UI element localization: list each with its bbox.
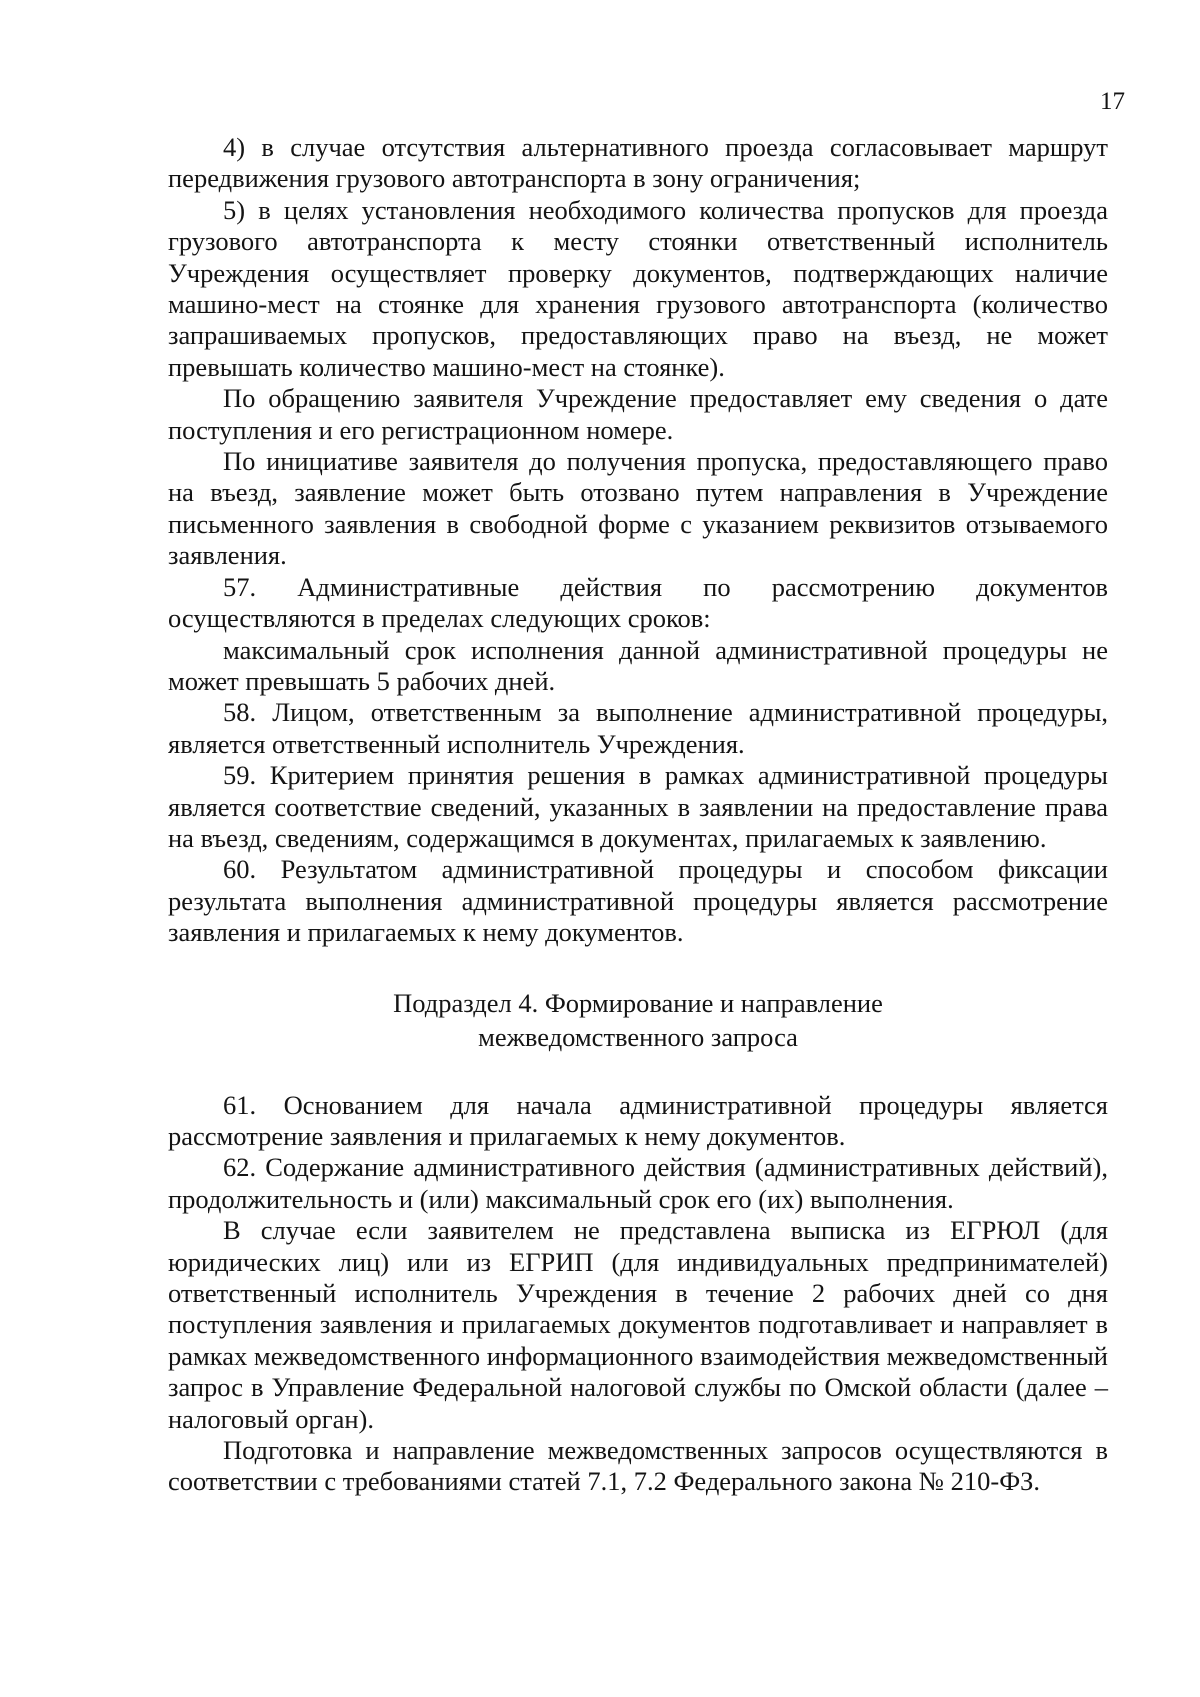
paragraph-withdrawal: По инициативе заявителя до получения пропуска, предоставляющего право на въезд, заявление может быть отозвано путем направления в Учреждение письменного заявления в свободной форме с указанием реквизитов отзываемого заявления. xyxy=(168,446,1108,571)
subsection-heading-line-1: Подраздел 4. Формирование и направление xyxy=(393,987,883,1018)
paragraph-item-4: 4) в случае отсутствия альтернативного проезда согласовывает маршрут передвижения грузового автотранспорта в зону ограничения; xyxy=(168,132,1108,194)
paragraph-applicant-request: По обращению заявителя Учреждение предоставляет ему сведения о дате поступления и его регистрационном номере. xyxy=(168,383,1108,445)
paragraph-requests-law: Подготовка и направление межведомственных запросов осуществляются в соответствии с требованиями статей 7.1, 7.2 Федерального закона № 210-ФЗ. xyxy=(168,1435,1108,1497)
paragraph-61: 61. Основанием для начала административной процедуры является рассмотрение заявления и прилагаемых к нему документов. xyxy=(168,1089,1108,1151)
subsection-heading-line-2: межведомственного запроса xyxy=(478,1021,798,1052)
paragraph-max-term: максимальный срок исполнения данной административной процедуры не может превышать 5 рабочих дней. xyxy=(168,634,1108,696)
paragraph-egrul-request: В случае если заявителем не представлена выписка из ЕГРЮЛ (для юридических лиц) или из ЕГРИП (для индивидуальных предпринимателей) ответственный исполнитель Учреждения в течение 2 рабочих дней со дня поступления заявления и прилагаемых документов подготавливает и направляет в рамках межведомственного информационного взаимодействия межведомственный запрос в Управление Федеральной налоговой службы по Омской области (далее – налоговый орган). xyxy=(168,1215,1108,1434)
page-number: 17 xyxy=(1100,88,1125,115)
paragraph-59: 59. Критерием принятия решения в рамках административной процедуры является соответствие сведений, указанных в заявлении на предоставление права на въезд, сведениям, содержащимся в документах, прилагаемых к заявлению. xyxy=(168,760,1108,853)
paragraph-62: 62. Содержание административного действия (административных действий), продолжительность и (или) максимальный срок его (их) выполнения. xyxy=(168,1152,1108,1214)
paragraph-57: 57. Административные действия по рассмотрению документов осуществляются в пределах следующих сроков: xyxy=(168,571,1108,634)
paragraph-item-5: 5) в целях установления необходимого количества пропусков для проезда грузового автотранспорта к месту стоянки ответственный исполнитель Учреждения осуществляет проверку документов, подтверждающих наличие машино-мест на стоянке для хранения грузового автотранспорта (количество запрашиваемых пропусков, предоставляющих право на въезд, не может превышать количество машино-мест на стоянке). xyxy=(168,194,1108,382)
paragraph-60: 60. Результатом административной процедуры и способом фиксации результата выполнения административной процедуры является рассмотрение заявления и прилагаемых к нему документов. xyxy=(168,854,1108,948)
paragraph-58: 58. Лицом, ответственным за выполнение административной процедуры, является ответственный исполнитель Учреждения. xyxy=(168,697,1108,759)
document-body xyxy=(168,132,1108,1498)
subsection-heading xyxy=(168,986,1108,1054)
